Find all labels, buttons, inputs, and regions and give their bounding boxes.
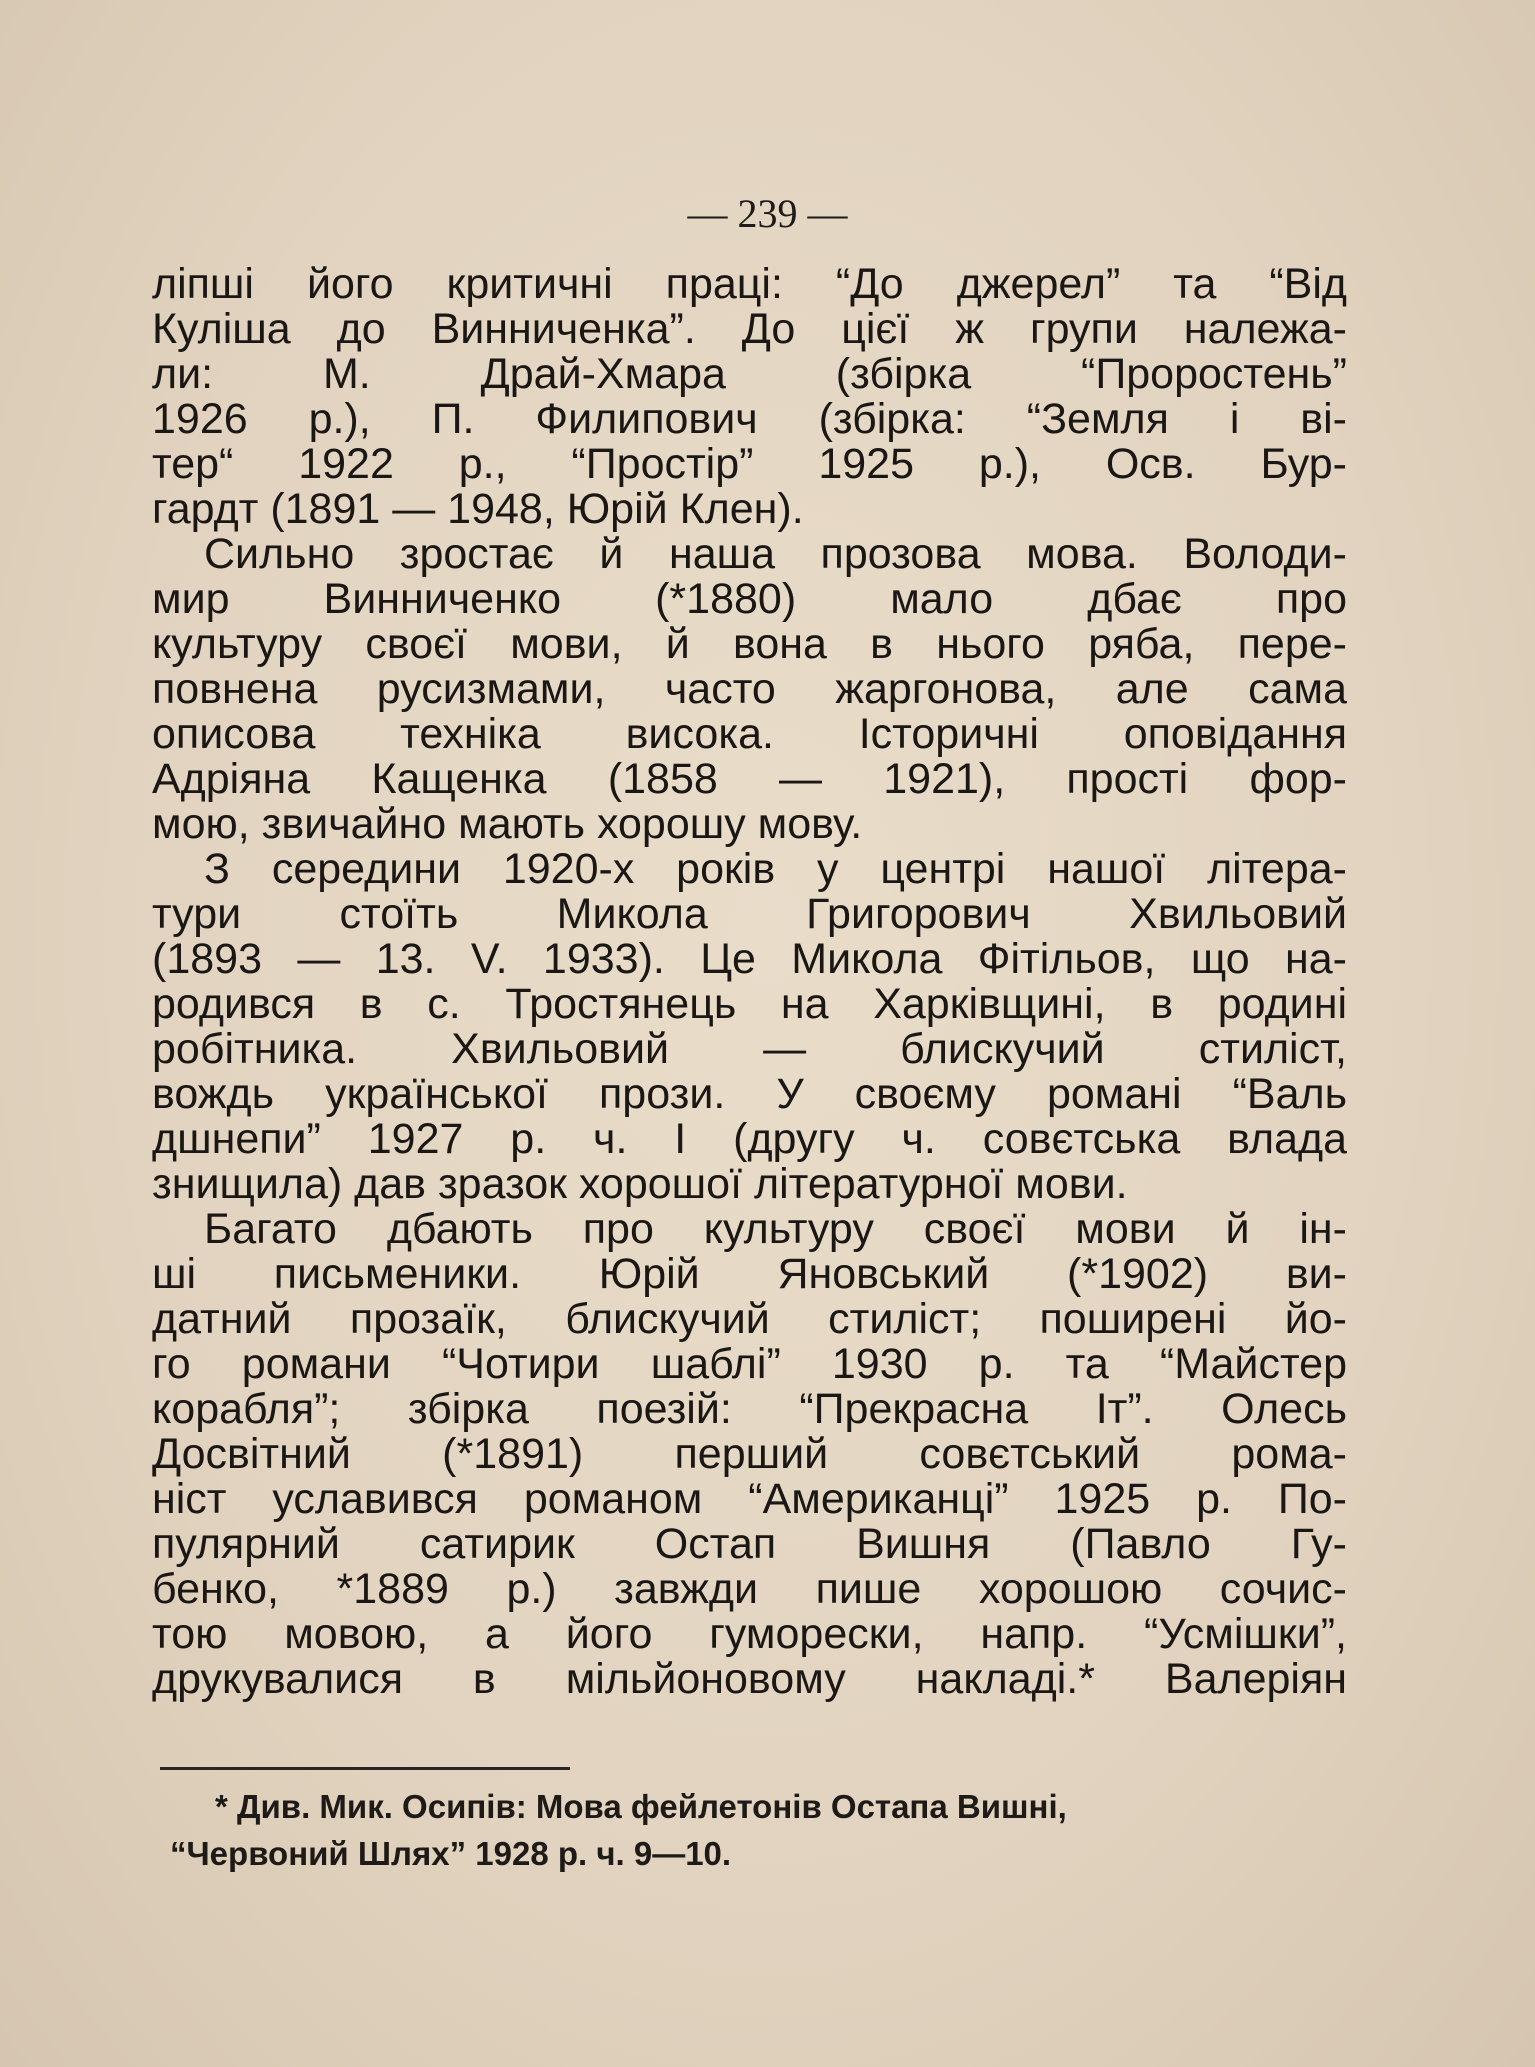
text-line: ли: М. Драй-Хмара (збірка “Проростень” xyxy=(152,352,1347,397)
text-line: Адріяна Кащенка (1858 — 1921), прості фор- xyxy=(152,757,1347,802)
text-line: родився в с. Тростянець на Харківщині, в родині xyxy=(152,982,1347,1027)
text-line: Багато дбають про культуру своєї мови й ін- xyxy=(204,1207,1347,1252)
text-line: гардт (1891 — 1948, Юрій Клен). xyxy=(152,487,804,532)
text-line: робітника. Хвильовий — блискучий стиліст, xyxy=(152,1027,1347,1072)
text-line: мою, звичайно мають хорошу мову. xyxy=(152,802,863,847)
text-line: повнена русизмами, часто жаргонова, але сама xyxy=(152,667,1347,712)
text-line: культуру своєї мови, й вона в нього ряба, пере- xyxy=(152,622,1347,667)
page-number: — 239 — xyxy=(687,191,848,236)
text-line: описова техніка висока. Історичні оповідання xyxy=(152,712,1347,757)
text-line: З середини 1920-х років у центрі нашої літера- xyxy=(204,847,1347,892)
main-text xyxy=(152,262,1347,1702)
text-line: ліпші його критичні праці: “До джерел” та “Від xyxy=(152,262,1347,307)
text-line: Досвітний (*1891) перший совєтський рома- xyxy=(152,1432,1347,1477)
text-line: тер“ 1922 р., “Простір” 1925 р.), Осв. Бур- xyxy=(152,442,1347,487)
text-line: 1926 р.), П. Филипович (збірка: “Земля і ві- xyxy=(152,397,1347,442)
text-line: друкувалися в мільйоновому накладі.* Валеріян xyxy=(152,1657,1347,1702)
text-line: ніст уславився романом “Американці” 1925 р. По- xyxy=(152,1477,1347,1522)
footnote-line: * Див. Мик. Осипів: Мова фейлетонів Остапа Вишні, xyxy=(215,1788,1067,1825)
text-line: Сильно зростає й наша прозова мова. Володи- xyxy=(204,532,1347,577)
text-line: датний прозаїк, блискучий стиліст; поширені йо- xyxy=(152,1297,1347,1342)
text-line: тури стоїть Микола Григорович Хвильовий xyxy=(152,892,1347,937)
text-line: пулярний сатирик Остап Вишня (Павло Гу- xyxy=(152,1522,1347,1567)
text-line: ші письменики. Юрій Яновський (*1902) ви- xyxy=(152,1252,1347,1297)
text-line: бенко, *1889 р.) завжди пише хорошою сочис- xyxy=(152,1567,1347,1612)
text-line: тою мовою, а його гуморески, напр. “Усмішки”, xyxy=(152,1612,1347,1657)
text-line: вождь української прози. У своєму романі “Валь xyxy=(152,1072,1347,1117)
text-line: го романи “Чотири шаблі” 1930 р. та “Майстер xyxy=(152,1342,1347,1387)
footnote xyxy=(170,1783,1330,1877)
text-line: мир Винниченко (*1880) мало дбає про xyxy=(152,577,1347,622)
footnote-line: “Червоний Шлях” 1928 р. ч. 9—10. xyxy=(170,1835,732,1872)
text-line: Куліша до Винниченка”. До цієї ж групи належа- xyxy=(152,307,1347,352)
text-line: (1893 — 13. V. 1933). Це Микола Фітільов, що на- xyxy=(152,937,1347,982)
text-line: знищила) дав зразок хорошої літературної мови. xyxy=(152,1162,1128,1207)
footnote-separator xyxy=(160,1767,570,1770)
text-line: корабля”; збірка поезій: “Прекрасна Іт”. Олесь xyxy=(152,1387,1347,1432)
text-line: дшнепи” 1927 р. ч. I (другу ч. совєтська влада xyxy=(152,1117,1347,1162)
